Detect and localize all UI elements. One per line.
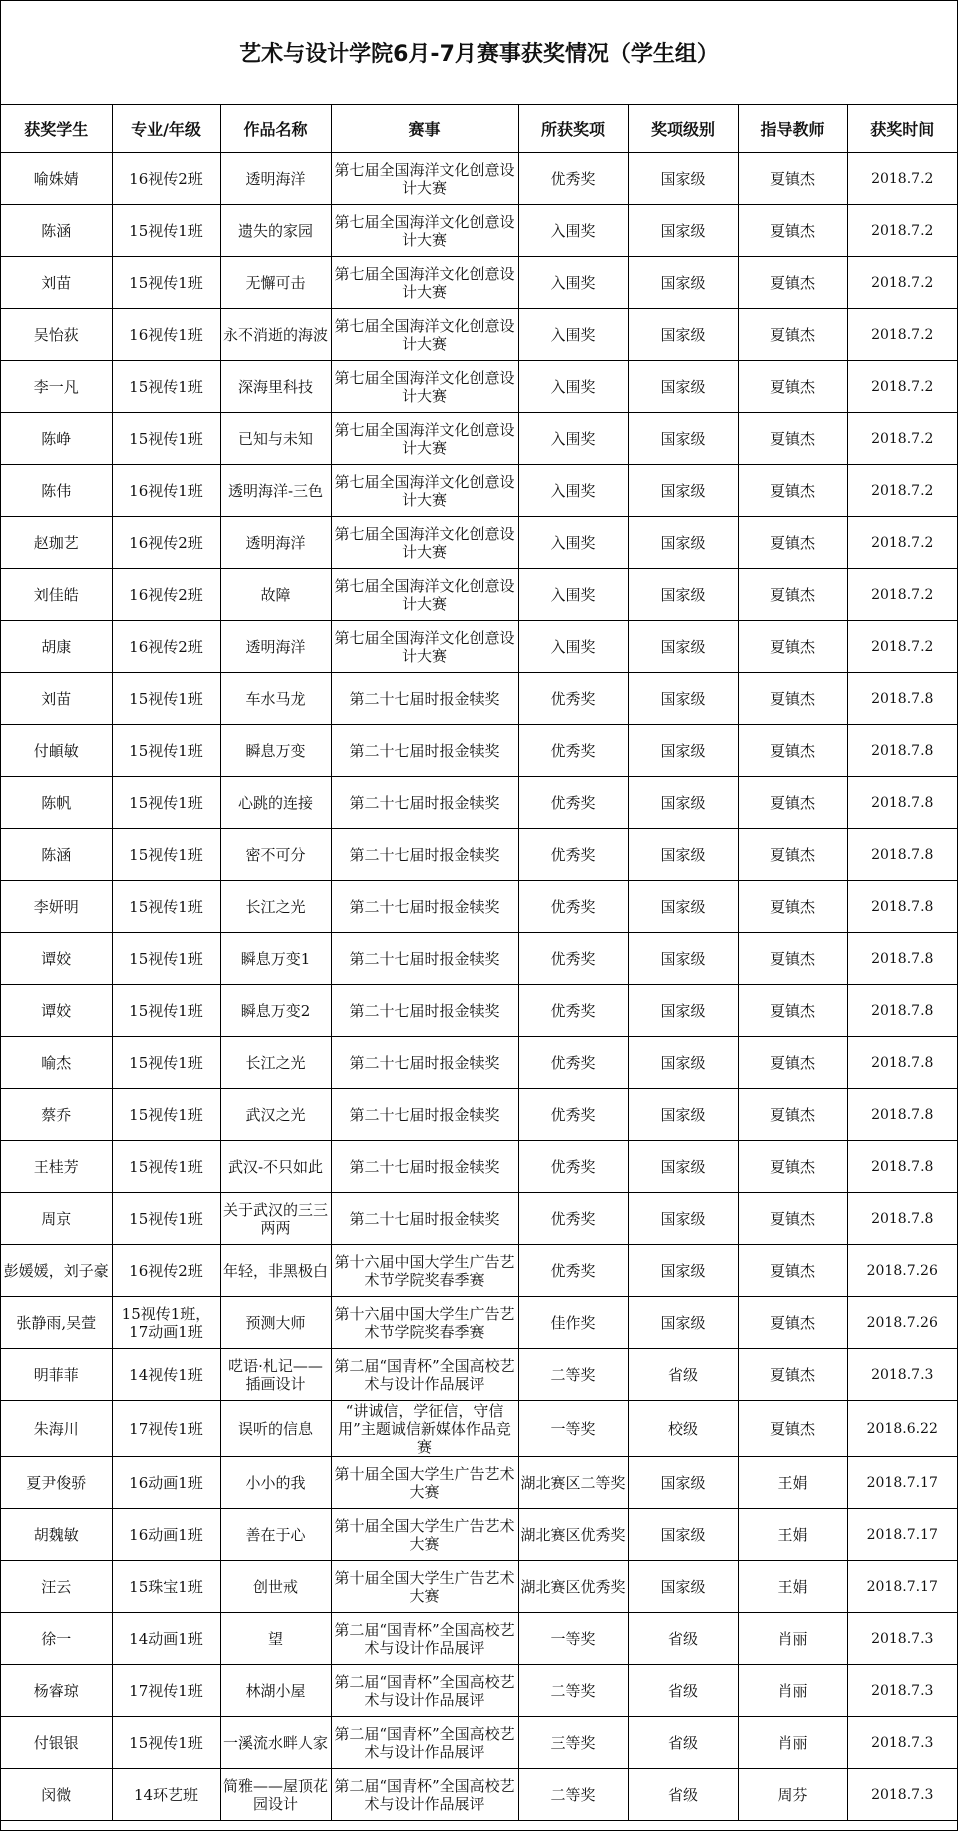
- cell-work-title: 一溪流水畔人家: [220, 1717, 331, 1769]
- cell-work-title: 呓语·札记——插画设计: [220, 1349, 331, 1401]
- cell-student: 付银银: [1, 1717, 112, 1769]
- cell-advisor: 夏镇杰: [738, 413, 847, 465]
- cell-award-date: 2018.7.3: [847, 1613, 957, 1665]
- cell-student: 张静雨,吴萱: [1, 1297, 112, 1349]
- table-row: [1, 1665, 957, 1717]
- cell-major-grade: 15视传1班: [112, 829, 220, 881]
- cell-work-title: 瞬息万变2: [220, 985, 331, 1037]
- cell-student: 陈涵: [1, 205, 112, 257]
- cell-award: 佳作奖: [518, 1297, 628, 1349]
- cell-advisor: 夏镇杰: [738, 1401, 847, 1457]
- cell-student: 彭媛媛，刘子豪: [1, 1245, 112, 1297]
- cell-major-grade: 16视传2班: [112, 517, 220, 569]
- table-row: [1, 309, 957, 361]
- cell-competition: 第七届全国海洋文化创意设计大赛: [331, 621, 518, 673]
- cell-award-date: 2018.7.2: [847, 153, 957, 205]
- cell-student: 王桂芳: [1, 1141, 112, 1193]
- cell-major-grade: 16动画1班: [112, 1457, 220, 1509]
- cell-major-grade: 14环艺班: [112, 1769, 220, 1821]
- header-work-title: 作品名称: [220, 105, 331, 153]
- cell-major-grade: 16视传2班: [112, 621, 220, 673]
- cell-award: 湖北赛区优秀奖: [518, 1509, 628, 1561]
- cell-advisor: 夏镇杰: [738, 309, 847, 361]
- cell-award-date: 2018.7.8: [847, 1141, 957, 1193]
- cell-award-level: 国家级: [628, 725, 738, 777]
- cell-major-grade: 17视传1班: [112, 1401, 220, 1457]
- cell-award-date: 2018.7.2: [847, 257, 957, 309]
- cell-advisor: 周芬: [738, 1769, 847, 1821]
- cell-work-title: 永不消逝的海波: [220, 309, 331, 361]
- cell-award-level: 省级: [628, 1349, 738, 1401]
- cell-competition: 第二届“国青杯”全国高校艺术与设计作品展评: [331, 1769, 518, 1821]
- cell-advisor: 夏镇杰: [738, 1245, 847, 1297]
- cell-award: 入围奖: [518, 413, 628, 465]
- cell-competition: 第七届全国海洋文化创意设计大赛: [331, 361, 518, 413]
- cell-competition: 第七届全国海洋文化创意设计大赛: [331, 309, 518, 361]
- cell-work-title: 已知与未知: [220, 413, 331, 465]
- cell-work-title: 善在于心: [220, 1509, 331, 1561]
- cell-major-grade: 15视传1班: [112, 777, 220, 829]
- cell-award: 入围奖: [518, 517, 628, 569]
- cell-competition: 第二十七届时报金犊奖: [331, 725, 518, 777]
- cell-award-level: 国家级: [628, 361, 738, 413]
- cell-award-date: 2018.7.2: [847, 621, 957, 673]
- cell-award: 优秀奖: [518, 153, 628, 205]
- cell-student: 刘苗: [1, 673, 112, 725]
- cell-award-date: 2018.7.2: [847, 569, 957, 621]
- cell-student: 喻杰: [1, 1037, 112, 1089]
- cell-work-title: 小小的我: [220, 1457, 331, 1509]
- cell-work-title: 武汉-不只如此: [220, 1141, 331, 1193]
- cell-student: 谭姣: [1, 933, 112, 985]
- cell-award: 优秀奖: [518, 881, 628, 933]
- cell-competition: 第七届全国海洋文化创意设计大赛: [331, 205, 518, 257]
- cell-student: 刘佳皓: [1, 569, 112, 621]
- cell-award-date: 2018.7.2: [847, 309, 957, 361]
- cell-advisor: 肖丽: [738, 1613, 847, 1665]
- cell-advisor: 夏镇杰: [738, 985, 847, 1037]
- cell-work-title: 透明海洋: [220, 621, 331, 673]
- cell-advisor: 夏镇杰: [738, 1193, 847, 1245]
- cell-award-level: 省级: [628, 1613, 738, 1665]
- cell-award-date: 2018.7.26: [847, 1297, 957, 1349]
- cell-work-title: 车水马龙: [220, 673, 331, 725]
- cell-award: 二等奖: [518, 1769, 628, 1821]
- cell-major-grade: 16视传2班: [112, 1245, 220, 1297]
- table-row: [1, 1193, 957, 1245]
- cell-award-level: 省级: [628, 1665, 738, 1717]
- cell-award-level: 国家级: [628, 985, 738, 1037]
- cell-award: 一等奖: [518, 1401, 628, 1457]
- table-row: [1, 1509, 957, 1561]
- cell-award-level: 国家级: [628, 309, 738, 361]
- cell-award: 入围奖: [518, 465, 628, 517]
- cell-advisor: 夏镇杰: [738, 881, 847, 933]
- table-row: [1, 1401, 957, 1457]
- cell-award-level: 国家级: [628, 465, 738, 517]
- cell-student: 胡康: [1, 621, 112, 673]
- header-award: 所获奖项: [518, 105, 628, 153]
- cell-major-grade: 16视传2班: [112, 153, 220, 205]
- cell-award-level: 国家级: [628, 1037, 738, 1089]
- cell-work-title: 长江之光: [220, 1037, 331, 1089]
- table-row: [1, 933, 957, 985]
- cell-award: 二等奖: [518, 1665, 628, 1717]
- cell-award: 一等奖: [518, 1613, 628, 1665]
- cell-award-date: 2018.7.8: [847, 881, 957, 933]
- cell-award-date: 2018.7.2: [847, 413, 957, 465]
- cell-competition: 第二届“国青杯”全国高校艺术与设计作品展评: [331, 1613, 518, 1665]
- cell-work-title: 透明海洋-三色: [220, 465, 331, 517]
- cell-student: 陈峥: [1, 413, 112, 465]
- cell-major-grade: 14视传1班: [112, 1349, 220, 1401]
- cell-advisor: 夏镇杰: [738, 933, 847, 985]
- cell-work-title: 简雅——屋顶花园设计: [220, 1769, 331, 1821]
- cell-award-date: 2018.7.3: [847, 1717, 957, 1769]
- header-major-grade: 专业/年级: [112, 105, 220, 153]
- cell-advisor: 夏镇杰: [738, 1089, 847, 1141]
- cell-advisor: 夏镇杰: [738, 153, 847, 205]
- cell-award-level: 校级: [628, 1401, 738, 1457]
- cell-award-level: 国家级: [628, 205, 738, 257]
- cell-student: 陈涵: [1, 829, 112, 881]
- cell-competition: 第七届全国海洋文化创意设计大赛: [331, 569, 518, 621]
- cell-major-grade: 15视传1班，17动画1班: [112, 1297, 220, 1349]
- cell-competition: 第十届全国大学生广告艺术大赛: [331, 1561, 518, 1613]
- cell-student: 闵微: [1, 1769, 112, 1821]
- cell-award-level: 国家级: [628, 257, 738, 309]
- cell-advisor: 夏镇杰: [738, 725, 847, 777]
- cell-award: 优秀奖: [518, 1089, 628, 1141]
- cell-major-grade: 15视传1班: [112, 985, 220, 1037]
- table-row: [1, 257, 957, 309]
- table-row: [1, 881, 957, 933]
- cell-student: 付頔敏: [1, 725, 112, 777]
- cell-major-grade: 16动画1班: [112, 1509, 220, 1561]
- cell-award: 优秀奖: [518, 1037, 628, 1089]
- cell-competition: 第二十七届时报金犊奖: [331, 1089, 518, 1141]
- cell-competition: 第二十七届时报金犊奖: [331, 777, 518, 829]
- cell-award: 优秀奖: [518, 1193, 628, 1245]
- cell-award-level: 国家级: [628, 1561, 738, 1613]
- cell-major-grade: 14动画1班: [112, 1613, 220, 1665]
- cell-advisor: 夏镇杰: [738, 569, 847, 621]
- cell-major-grade: 16视传1班: [112, 465, 220, 517]
- cell-award-date: 2018.7.17: [847, 1561, 957, 1613]
- cell-student: 周京: [1, 1193, 112, 1245]
- cell-advisor: 夏镇杰: [738, 517, 847, 569]
- table-row: [1, 205, 957, 257]
- table-row: [1, 153, 957, 205]
- cell-student: 陈伟: [1, 465, 112, 517]
- cell-award: 入围奖: [518, 621, 628, 673]
- cell-award-level: 国家级: [628, 1089, 738, 1141]
- cell-award-date: 2018.7.2: [847, 465, 957, 517]
- cell-competition: 第二十七届时报金犊奖: [331, 1037, 518, 1089]
- cell-award-level: 国家级: [628, 777, 738, 829]
- cell-student: 赵珈艺: [1, 517, 112, 569]
- cell-award: 二等奖: [518, 1349, 628, 1401]
- cell-award-level: 国家级: [628, 153, 738, 205]
- cell-award-date: 2018.7.3: [847, 1665, 957, 1717]
- cell-award-level: 国家级: [628, 1141, 738, 1193]
- cell-competition: 第十届全国大学生广告艺术大赛: [331, 1457, 518, 1509]
- cell-award: 优秀奖: [518, 1245, 628, 1297]
- cell-competition: 第七届全国海洋文化创意设计大赛: [331, 153, 518, 205]
- cell-student: 吴怡荻: [1, 309, 112, 361]
- cell-award-date: 2018.7.8: [847, 933, 957, 985]
- cell-major-grade: 15视传1班: [112, 673, 220, 725]
- cell-award-date: 2018.7.3: [847, 1769, 957, 1821]
- cell-student: 杨睿琼: [1, 1665, 112, 1717]
- cell-award-date: 2018.7.2: [847, 517, 957, 569]
- cell-advisor: 夏镇杰: [738, 1141, 847, 1193]
- cell-award: 入围奖: [518, 257, 628, 309]
- cell-award: 入围奖: [518, 309, 628, 361]
- table-row: [1, 1457, 957, 1509]
- cell-award-date: 2018.7.8: [847, 725, 957, 777]
- cell-award: 入围奖: [518, 569, 628, 621]
- cell-work-title: 遗失的家园: [220, 205, 331, 257]
- sheet-title: 艺术与设计学院6月-7月赛事获奖情况（学生组）: [1, 1, 957, 105]
- cell-award-date: 2018.7.26: [847, 1245, 957, 1297]
- cell-work-title: 关于武汉的三三两两: [220, 1193, 331, 1245]
- cell-award-date: 2018.7.8: [847, 829, 957, 881]
- cell-competition: 第二十七届时报金犊奖: [331, 881, 518, 933]
- cell-work-title: 心跳的连接: [220, 777, 331, 829]
- cell-student: 明菲菲: [1, 1349, 112, 1401]
- cell-award: 优秀奖: [518, 777, 628, 829]
- cell-major-grade: 15视传1班: [112, 1037, 220, 1089]
- cell-advisor: 夏镇杰: [738, 621, 847, 673]
- table-row: [1, 1717, 957, 1769]
- cell-student: 徐一: [1, 1613, 112, 1665]
- cell-competition: 第十六届中国大学生广告艺术节学院奖春季赛: [331, 1245, 518, 1297]
- table-row: [1, 673, 957, 725]
- cell-work-title: 深海里科技: [220, 361, 331, 413]
- cell-award: 优秀奖: [518, 985, 628, 1037]
- cell-award: 湖北赛区二等奖: [518, 1457, 628, 1509]
- cell-competition: 第七届全国海洋文化创意设计大赛: [331, 257, 518, 309]
- cell-award-date: 2018.7.8: [847, 1089, 957, 1141]
- cell-major-grade: 15视传1班: [112, 881, 220, 933]
- cell-major-grade: 15珠宝1班: [112, 1561, 220, 1613]
- cell-award: 湖北赛区优秀奖: [518, 1561, 628, 1613]
- cell-work-title: 创世戒: [220, 1561, 331, 1613]
- cell-award: 优秀奖: [518, 725, 628, 777]
- cell-work-title: 长江之光: [220, 881, 331, 933]
- cell-work-title: 密不可分: [220, 829, 331, 881]
- cell-advisor: 夏镇杰: [738, 361, 847, 413]
- cell-advisor: 王娟: [738, 1561, 847, 1613]
- cell-award: 入围奖: [518, 205, 628, 257]
- table-row: [1, 725, 957, 777]
- awards-table: [1, 105, 957, 1821]
- cell-major-grade: 15视传1班: [112, 205, 220, 257]
- cell-competition: 第十六届中国大学生广告艺术节学院奖春季赛: [331, 1297, 518, 1349]
- cell-student: 胡魏敏: [1, 1509, 112, 1561]
- cell-student: 李妍明: [1, 881, 112, 933]
- table-row: [1, 517, 957, 569]
- cell-competition: 第二届“国青杯”全国高校艺术与设计作品展评: [331, 1349, 518, 1401]
- cell-advisor: 夏镇杰: [738, 1037, 847, 1089]
- cell-award-level: 省级: [628, 1769, 738, 1821]
- cell-work-title: 误听的信息: [220, 1401, 331, 1457]
- cell-award: 优秀奖: [518, 673, 628, 725]
- cell-competition: 第七届全国海洋文化创意设计大赛: [331, 465, 518, 517]
- table-row: [1, 777, 957, 829]
- cell-award-level: 国家级: [628, 881, 738, 933]
- cell-award: 三等奖: [518, 1717, 628, 1769]
- cell-major-grade: 15视传1班: [112, 413, 220, 465]
- cell-student: 汪云: [1, 1561, 112, 1613]
- cell-competition: 第二十七届时报金犊奖: [331, 1193, 518, 1245]
- cell-advisor: 夏镇杰: [738, 465, 847, 517]
- table-row: [1, 1613, 957, 1665]
- cell-award-date: 2018.7.17: [847, 1457, 957, 1509]
- table-row: [1, 413, 957, 465]
- table-row: [1, 569, 957, 621]
- cell-competition: 第二届“国青杯”全国高校艺术与设计作品展评: [331, 1717, 518, 1769]
- cell-award: 优秀奖: [518, 1141, 628, 1193]
- cell-advisor: 夏镇杰: [738, 1297, 847, 1349]
- cell-award: 优秀奖: [518, 933, 628, 985]
- cell-competition: 第二十七届时报金犊奖: [331, 1141, 518, 1193]
- table-row: [1, 465, 957, 517]
- table-row: [1, 1769, 957, 1821]
- cell-award-date: 2018.7.2: [847, 205, 957, 257]
- cell-work-title: 透明海洋: [220, 153, 331, 205]
- cell-major-grade: 15视传1班: [112, 257, 220, 309]
- cell-award: 优秀奖: [518, 829, 628, 881]
- cell-award-level: 国家级: [628, 1509, 738, 1561]
- cell-competition: 第二十七届时报金犊奖: [331, 933, 518, 985]
- cell-work-title: 望: [220, 1613, 331, 1665]
- cell-student: 朱海川: [1, 1401, 112, 1457]
- cell-major-grade: 15视传1班: [112, 1141, 220, 1193]
- cell-advisor: 夏镇杰: [738, 1349, 847, 1401]
- cell-competition: 第二十七届时报金犊奖: [331, 829, 518, 881]
- table-row: [1, 1037, 957, 1089]
- cell-advisor: 夏镇杰: [738, 673, 847, 725]
- cell-competition: 第二十七届时报金犊奖: [331, 985, 518, 1037]
- header-advisor: 指导教师: [738, 105, 847, 153]
- cell-award-date: 2018.7.8: [847, 985, 957, 1037]
- cell-work-title: 透明海洋: [220, 517, 331, 569]
- cell-advisor: 王娟: [738, 1509, 847, 1561]
- cell-award-level: 省级: [628, 1717, 738, 1769]
- cell-advisor: 王娟: [738, 1457, 847, 1509]
- header-row: [1, 105, 957, 153]
- cell-work-title: 瞬息万变1: [220, 933, 331, 985]
- table-row: [1, 1245, 957, 1297]
- cell-major-grade: 16视传1班: [112, 309, 220, 361]
- cell-competition: 第二届“国青杯”全国高校艺术与设计作品展评: [331, 1665, 518, 1717]
- cell-student: 李一凡: [1, 361, 112, 413]
- cell-award-level: 国家级: [628, 829, 738, 881]
- cell-award-date: 2018.6.22: [847, 1401, 957, 1457]
- cell-award-level: 国家级: [628, 1193, 738, 1245]
- cell-advisor: 夏镇杰: [738, 777, 847, 829]
- cell-award-level: 国家级: [628, 933, 738, 985]
- cell-competition: 第七届全国海洋文化创意设计大赛: [331, 413, 518, 465]
- cell-major-grade: 15视传1班: [112, 1089, 220, 1141]
- cell-advisor: 夏镇杰: [738, 257, 847, 309]
- cell-work-title: 故障: [220, 569, 331, 621]
- table-row: [1, 361, 957, 413]
- cell-competition: 第十届全国大学生广告艺术大赛: [331, 1509, 518, 1561]
- cell-award-date: 2018.7.17: [847, 1509, 957, 1561]
- header-award-date: 获奖时间: [847, 105, 957, 153]
- header-award-level: 奖项级别: [628, 105, 738, 153]
- cell-student: 喻姝婧: [1, 153, 112, 205]
- cell-advisor: 肖丽: [738, 1665, 847, 1717]
- table-row: [1, 985, 957, 1037]
- table-row: [1, 829, 957, 881]
- cell-student: 陈帆: [1, 777, 112, 829]
- cell-work-title: 无懈可击: [220, 257, 331, 309]
- cell-student: 刘苗: [1, 257, 112, 309]
- cell-award-date: 2018.7.8: [847, 1193, 957, 1245]
- cell-advisor: 夏镇杰: [738, 205, 847, 257]
- cell-award-level: 国家级: [628, 1297, 738, 1349]
- cell-award-date: 2018.7.8: [847, 1037, 957, 1089]
- table-row: [1, 1141, 957, 1193]
- cell-major-grade: 17视传1班: [112, 1665, 220, 1717]
- cell-work-title: 武汉之光: [220, 1089, 331, 1141]
- cell-award-level: 国家级: [628, 621, 738, 673]
- cell-major-grade: 15视传1班: [112, 361, 220, 413]
- cell-award-level: 国家级: [628, 569, 738, 621]
- cell-award-date: 2018.7.2: [847, 361, 957, 413]
- cell-student: 夏尹俊骄: [1, 1457, 112, 1509]
- cell-major-grade: 15视传1班: [112, 1717, 220, 1769]
- cell-work-title: 瞬息万变: [220, 725, 331, 777]
- cell-major-grade: 15视传1班: [112, 1193, 220, 1245]
- cell-award-level: 国家级: [628, 413, 738, 465]
- header-competition: 赛事: [331, 105, 518, 153]
- cell-work-title: 林湖小屋: [220, 1665, 331, 1717]
- cell-award-date: 2018.7.3: [847, 1349, 957, 1401]
- cell-award-level: 国家级: [628, 517, 738, 569]
- table-row: [1, 1089, 957, 1141]
- table-row: [1, 1561, 957, 1613]
- table-row: [1, 621, 957, 673]
- cell-student: 谭姣: [1, 985, 112, 1037]
- cell-competition: 第二十七届时报金犊奖: [331, 673, 518, 725]
- cell-award-level: 国家级: [628, 1457, 738, 1509]
- table-row: [1, 1297, 957, 1349]
- cell-award-date: 2018.7.8: [847, 777, 957, 829]
- cell-award-date: 2018.7.8: [847, 673, 957, 725]
- cell-student: 蔡乔: [1, 1089, 112, 1141]
- cell-work-title: 预测大师: [220, 1297, 331, 1349]
- header-student: 获奖学生: [1, 105, 112, 153]
- cell-award-level: 国家级: [628, 1245, 738, 1297]
- cell-major-grade: 15视传1班: [112, 725, 220, 777]
- cell-advisor: 夏镇杰: [738, 829, 847, 881]
- cell-advisor: 肖丽: [738, 1717, 847, 1769]
- cell-competition: “讲诚信，学征信，守信用”主题诚信新媒体作品竞赛: [331, 1401, 518, 1457]
- cell-major-grade: 16视传2班: [112, 569, 220, 621]
- cell-competition: 第七届全国海洋文化创意设计大赛: [331, 517, 518, 569]
- cell-award-level: 国家级: [628, 673, 738, 725]
- cell-award: 入围奖: [518, 361, 628, 413]
- table-row: [1, 1349, 957, 1401]
- cell-work-title: 年轻，非黑极白: [220, 1245, 331, 1297]
- cell-major-grade: 15视传1班: [112, 933, 220, 985]
